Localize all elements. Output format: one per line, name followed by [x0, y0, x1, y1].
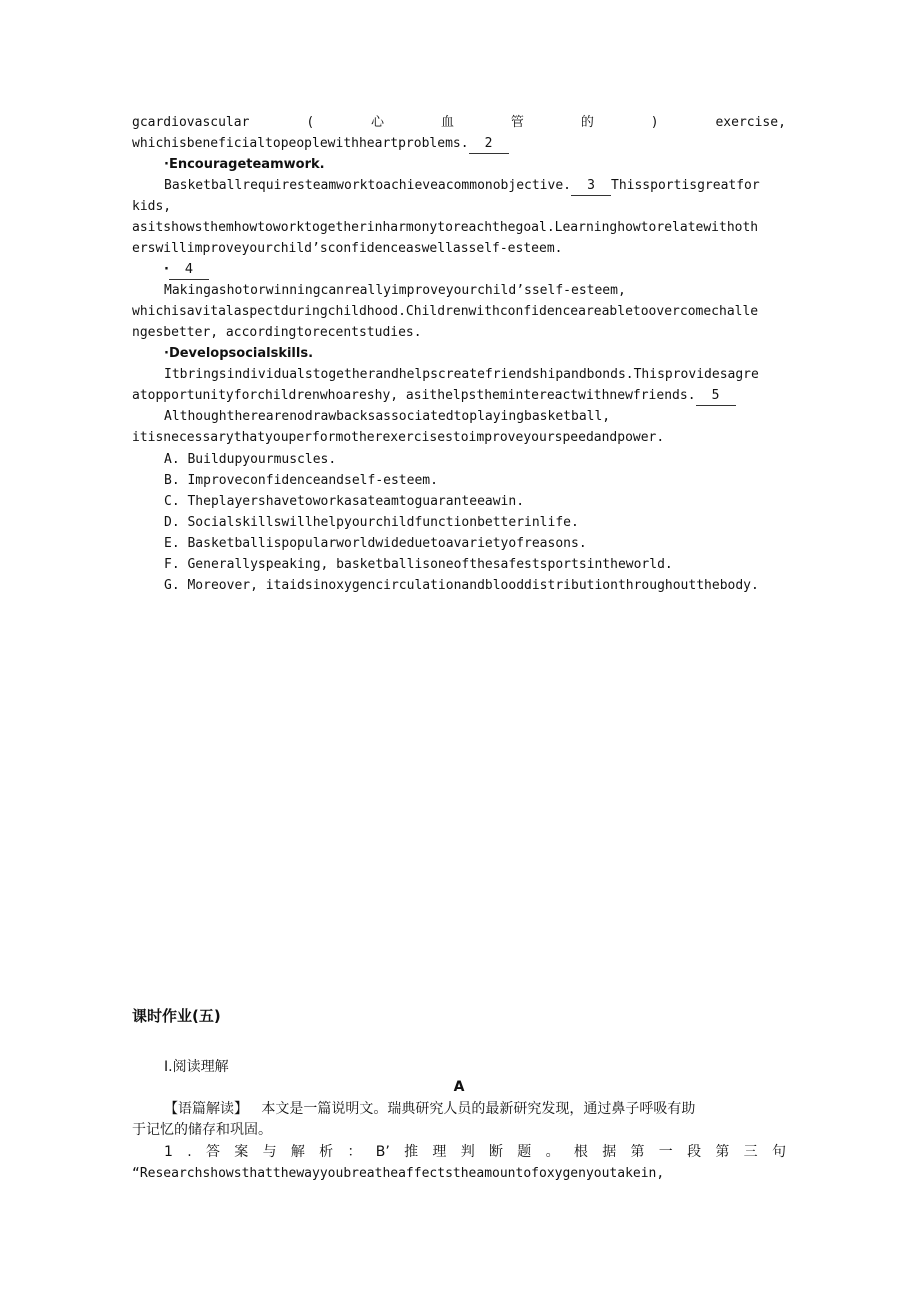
heading-teamwork: ·Encourageteamwork.	[164, 157, 325, 172]
token: 题	[517, 1144, 532, 1160]
token: 案	[234, 1144, 249, 1160]
token: 析	[319, 1144, 334, 1160]
token: B’	[375, 1144, 390, 1160]
reading-label: 【语篇解读】	[164, 1101, 248, 1117]
heading-social: ·Developsocialskills.	[164, 346, 314, 361]
token: 根	[573, 1144, 588, 1160]
end-line-2: itisnecessarythatyouperformotherexercisestoimproveyourspeedandpower.	[132, 430, 665, 445]
answer-line-2: “Researchshowsthatthewayyoubreatheaffectstheamountofoxygenyoutakein,	[132, 1166, 665, 1181]
blank-3: 3	[571, 177, 611, 196]
sentence: atopportunityforchildrenwhoareshy, asithelpsthemintereactwithnewfriends.	[132, 388, 696, 403]
reading-line-1	[164, 1099, 786, 1120]
token: 与	[262, 1144, 277, 1160]
social-line-1: Itbringsindividualstogetherandhelpscreatefriendshipandbonds.Thisprovidesagre	[164, 367, 759, 382]
token: 据	[602, 1144, 617, 1160]
option-c: C. Theplayershavetoworkasateamtoguaranteeawin.	[164, 494, 525, 509]
blank-4: 4	[169, 261, 209, 280]
token: 答	[205, 1144, 220, 1160]
option-b: B. Improveconfidenceandself-esteem.	[164, 473, 438, 488]
token: 解	[290, 1144, 305, 1160]
conf-line-1: Makingashotorwinningcanreallyimproveyourchild’sself-esteem,	[164, 283, 626, 298]
word: 的	[580, 115, 594, 130]
passage-line-2	[132, 133, 786, 154]
blank-5: 5	[696, 387, 736, 406]
team-line-3: asitshowsthemhowtoworktogetherinharmonytoreachthegoal.Learninghowtorelatewithoth	[132, 220, 759, 235]
bullet: ·	[164, 262, 169, 277]
word: 血	[440, 115, 454, 130]
homework-title: 课时作业(五)	[132, 1007, 221, 1025]
social-line-2	[132, 385, 786, 406]
option-f: F. Generallyspeaking, basketballisoneofthesafestsportsintheworld.	[164, 557, 673, 572]
word: )	[650, 115, 659, 130]
token: 推	[404, 1144, 419, 1160]
option-d: D. Socialskillswillhelpyourchildfunctionbetterinlife.	[164, 515, 579, 530]
token: 一	[658, 1144, 673, 1160]
token: 句	[771, 1144, 786, 1160]
passage-line-1	[132, 112, 786, 133]
conf-line-3: ngesbetter, accordingtorecentstudies.	[132, 325, 422, 340]
word: exercise,	[715, 115, 786, 130]
token: 判	[460, 1144, 475, 1160]
sentence: whichisbeneficialtopeoplewithheartproblems.	[132, 136, 469, 151]
word: 管	[510, 115, 524, 130]
option-g: G. Moreover, itaidsinoxygencirculationandblooddistributionthroughoutthebody.	[164, 578, 759, 593]
token: 。	[545, 1144, 560, 1160]
conf-line-2: whichisavitalaspectduringchildhood.Childrenwithconfidenceareabletoovercomechalle	[132, 304, 759, 319]
team-line-4: erswillimproveyourchild’sconfidenceaswellasself-esteem.	[132, 241, 563, 256]
token: 理	[432, 1144, 447, 1160]
token: 第	[715, 1144, 730, 1160]
option-e: E. Basketballispopularworldwideduetoavarietyofreasons.	[164, 536, 587, 551]
token: 断	[489, 1144, 503, 1160]
token: 1	[164, 1144, 173, 1160]
token: 第	[630, 1144, 645, 1160]
token: 三	[743, 1144, 758, 1160]
reading-text: 本文是一篇说明文。瑞典研究人员的最新研究发现，通过鼻子呼吸有助	[261, 1101, 696, 1117]
token: 段	[687, 1144, 702, 1160]
reading-line-2: 于记忆的储存和巩固。	[132, 1122, 272, 1138]
option-a: A. Buildupyourmuscles.	[164, 452, 337, 467]
word: 心	[371, 115, 385, 130]
token: .	[187, 1144, 192, 1160]
token: ：	[347, 1144, 362, 1160]
answer-line-1	[164, 1142, 786, 1163]
word: (	[306, 115, 315, 130]
word: gcardiovascular	[132, 115, 250, 130]
team-line-2: kids,	[132, 199, 172, 214]
sentence: Thissportisgreatfor	[611, 178, 760, 193]
blank-2: 2	[469, 135, 509, 154]
end-line-1: Althoughtherearenodrawbacksassociatedtoplayingbasketball,	[164, 409, 611, 424]
section-heading: Ⅰ.阅读理解	[164, 1059, 229, 1075]
part-label: A	[453, 1079, 465, 1095]
team-line-1	[164, 175, 786, 196]
heading-blank-4	[164, 259, 786, 280]
sentence: Basketballrequiresteamworktoachieveacommonobjective.	[164, 178, 571, 193]
